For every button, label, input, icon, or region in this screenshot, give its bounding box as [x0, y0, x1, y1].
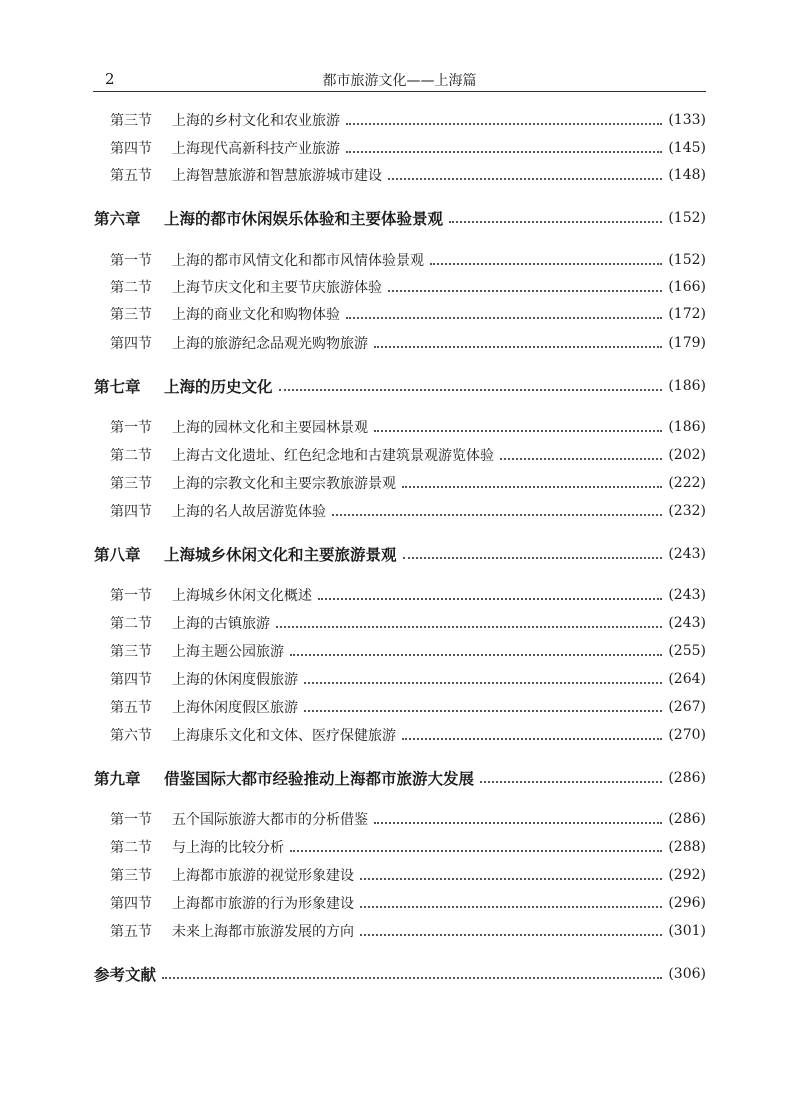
dot-leader	[374, 346, 662, 348]
dot-leader	[388, 290, 662, 292]
entry-title: 未来上海都市旅游发展的方向	[172, 924, 354, 940]
entry-title: 上海的古镇旅游	[172, 616, 270, 632]
entry-title: 借鉴国际大都市经验推动上海都市旅游大发展	[164, 770, 475, 788]
entry-title: 上海城乡休闲文化和主要旅游景观	[164, 546, 397, 564]
section-label: 第二节	[110, 280, 152, 296]
entry-page-number: (243)	[668, 546, 706, 562]
dot-leader	[360, 934, 662, 936]
entry-page-number: (286)	[668, 811, 706, 827]
entry-title: 上海现代高新科技产业旅游	[172, 141, 340, 157]
toc-section-row[interactable]	[110, 611, 706, 635]
section-label: 第五节	[110, 700, 152, 716]
section-label: 第一节	[110, 420, 152, 436]
toc-section-row[interactable]	[110, 136, 706, 160]
toc-section-row[interactable]	[110, 248, 706, 272]
section-label: 第一节	[110, 588, 152, 604]
entry-title: 上海的宗教文化和主要宗教旅游景观	[172, 476, 396, 492]
entry-page-number: (288)	[668, 839, 706, 855]
entry-title: 上海城乡休闲文化概述	[172, 588, 312, 604]
dot-leader	[500, 458, 662, 460]
toc-section-row[interactable]	[110, 919, 706, 943]
entry-page-number: (179)	[668, 335, 706, 351]
page-number: 2	[105, 70, 115, 88]
entry-title: 上海的都市风情文化和都市风情体验景观	[172, 253, 424, 269]
entry-page-number: (292)	[668, 867, 706, 883]
dot-leader	[162, 977, 662, 979]
entry-title: 上海都市旅游的视觉形象建设	[172, 868, 354, 884]
section-label: 第三节	[110, 868, 152, 884]
toc-chapter-row[interactable]	[94, 206, 706, 230]
section-label: 第三节	[110, 476, 152, 492]
page-header	[93, 70, 706, 92]
entry-page-number: (296)	[668, 895, 706, 911]
chapter-label: 第八章	[94, 546, 141, 564]
toc-references-row[interactable]	[94, 962, 706, 986]
entry-title: 上海都市旅游的行为形象建设	[172, 896, 354, 912]
entry-page-number: (186)	[668, 378, 706, 394]
entry-title: 参考文献	[94, 966, 157, 984]
section-label: 第四节	[110, 504, 152, 520]
chapter-label: 第六章	[94, 210, 141, 228]
section-label: 第二节	[110, 840, 152, 856]
toc-chapter-row[interactable]	[94, 766, 706, 790]
section-label: 第四节	[110, 141, 152, 157]
entry-title: 与上海的比较分析	[172, 840, 284, 856]
entry-title: 上海的休闲度假旅游	[172, 672, 298, 688]
dot-leader	[318, 598, 662, 600]
dot-leader	[304, 710, 662, 712]
section-label: 第四节	[110, 336, 152, 352]
dot-leader	[346, 123, 662, 125]
entry-page-number: (186)	[668, 419, 706, 435]
dot-leader	[279, 389, 663, 391]
dot-leader	[346, 151, 662, 153]
dot-leader	[276, 626, 662, 628]
dot-leader	[360, 906, 662, 908]
entry-page-number: (267)	[668, 699, 706, 715]
entry-page-number: (270)	[668, 727, 706, 743]
toc-section-row[interactable]	[110, 863, 706, 887]
dot-leader	[290, 654, 662, 656]
entry-title: 上海的商业文化和购物体验	[172, 307, 340, 323]
section-label: 第五节	[110, 168, 152, 184]
toc-section-row[interactable]	[110, 583, 706, 607]
section-label: 第一节	[110, 812, 152, 828]
entry-title: 上海节庆文化和主要节庆旅游体验	[172, 280, 382, 296]
toc-section-row[interactable]	[110, 275, 706, 299]
dot-leader	[374, 430, 662, 432]
entry-page-number: (232)	[668, 503, 706, 519]
dot-leader	[403, 557, 663, 559]
toc-section-row[interactable]	[110, 639, 706, 663]
entry-title: 上海的都市休闲娱乐体验和主要体验景观	[164, 210, 444, 228]
toc-section-row[interactable]	[110, 667, 706, 691]
entry-title: 上海古文化遗址、红色纪念地和古建筑景观游览体验	[172, 448, 494, 464]
toc-section-row[interactable]	[110, 835, 706, 859]
toc-section-row[interactable]	[110, 499, 706, 523]
dot-leader	[290, 850, 662, 852]
toc-chapter-row[interactable]	[94, 374, 706, 398]
section-label: 第四节	[110, 672, 152, 688]
entry-page-number: (166)	[668, 279, 706, 295]
toc-section-row[interactable]	[110, 108, 706, 132]
dot-leader	[449, 221, 662, 223]
dot-leader	[360, 878, 662, 880]
dot-leader	[304, 682, 662, 684]
entry-page-number: (243)	[668, 615, 706, 631]
entry-title: 上海的名人故居游览体验	[172, 504, 326, 520]
section-label: 第四节	[110, 896, 152, 912]
dot-leader	[332, 514, 662, 516]
dot-leader	[388, 178, 662, 180]
entry-page-number: (202)	[668, 447, 706, 463]
dot-leader	[402, 738, 662, 740]
running-title: 都市旅游文化——上海篇	[322, 73, 477, 89]
entry-page-number: (152)	[668, 210, 706, 226]
entry-title: 上海主题公园旅游	[172, 644, 284, 660]
section-label: 第二节	[110, 616, 152, 632]
entry-page-number: (222)	[668, 475, 706, 491]
entry-page-number: (264)	[668, 671, 706, 687]
toc-section-row[interactable]	[110, 807, 706, 831]
chapter-label: 第七章	[94, 378, 141, 396]
entry-title: 上海的历史文化	[164, 378, 273, 396]
entry-title: 上海康乐文化和文体、医疗保健旅游	[172, 728, 396, 744]
section-label: 第三节	[110, 113, 152, 129]
section-label: 第六节	[110, 728, 152, 744]
toc-section-row[interactable]	[110, 415, 706, 439]
toc-section-row[interactable]	[110, 443, 706, 467]
entry-title: 上海的园林文化和主要园林景观	[172, 420, 368, 436]
chapter-label: 第九章	[94, 770, 141, 788]
entry-page-number: (133)	[668, 112, 706, 128]
dot-leader	[346, 317, 662, 319]
entry-title: 上海智慧旅游和智慧旅游城市建设	[172, 168, 382, 184]
toc-section-row[interactable]	[110, 723, 706, 747]
entry-page-number: (172)	[668, 306, 706, 322]
header-rule	[93, 91, 706, 92]
entry-page-number: (243)	[668, 587, 706, 603]
toc-section-row[interactable]	[110, 891, 706, 915]
toc-section-row[interactable]	[110, 471, 706, 495]
entry-page-number: (286)	[668, 770, 706, 786]
section-label: 第三节	[110, 307, 152, 323]
entry-page-number: (152)	[668, 252, 706, 268]
toc-section-row[interactable]	[110, 302, 706, 326]
toc-chapter-row[interactable]	[94, 542, 706, 566]
dot-leader	[402, 486, 662, 488]
section-label: 第五节	[110, 924, 152, 940]
dot-leader	[480, 781, 662, 783]
toc-section-row[interactable]	[110, 695, 706, 719]
toc-section-row[interactable]	[110, 163, 706, 187]
dot-leader	[430, 263, 662, 265]
entry-page-number: (301)	[668, 923, 706, 939]
dot-leader	[374, 822, 662, 824]
section-label: 第二节	[110, 448, 152, 464]
entry-title: 上海的旅游纪念品观光购物旅游	[172, 336, 368, 352]
entry-page-number: (145)	[668, 140, 706, 156]
entry-title: 上海的乡村文化和农业旅游	[172, 113, 340, 129]
entry-title: 五个国际旅游大都市的分析借鉴	[172, 812, 368, 828]
entry-page-number: (306)	[668, 966, 706, 982]
section-label: 第三节	[110, 644, 152, 660]
entry-page-number: (255)	[668, 643, 706, 659]
entry-title: 上海休闲度假区旅游	[172, 700, 298, 716]
entry-page-number: (148)	[668, 167, 706, 183]
toc-section-row[interactable]	[110, 331, 706, 355]
section-label: 第一节	[110, 253, 152, 269]
